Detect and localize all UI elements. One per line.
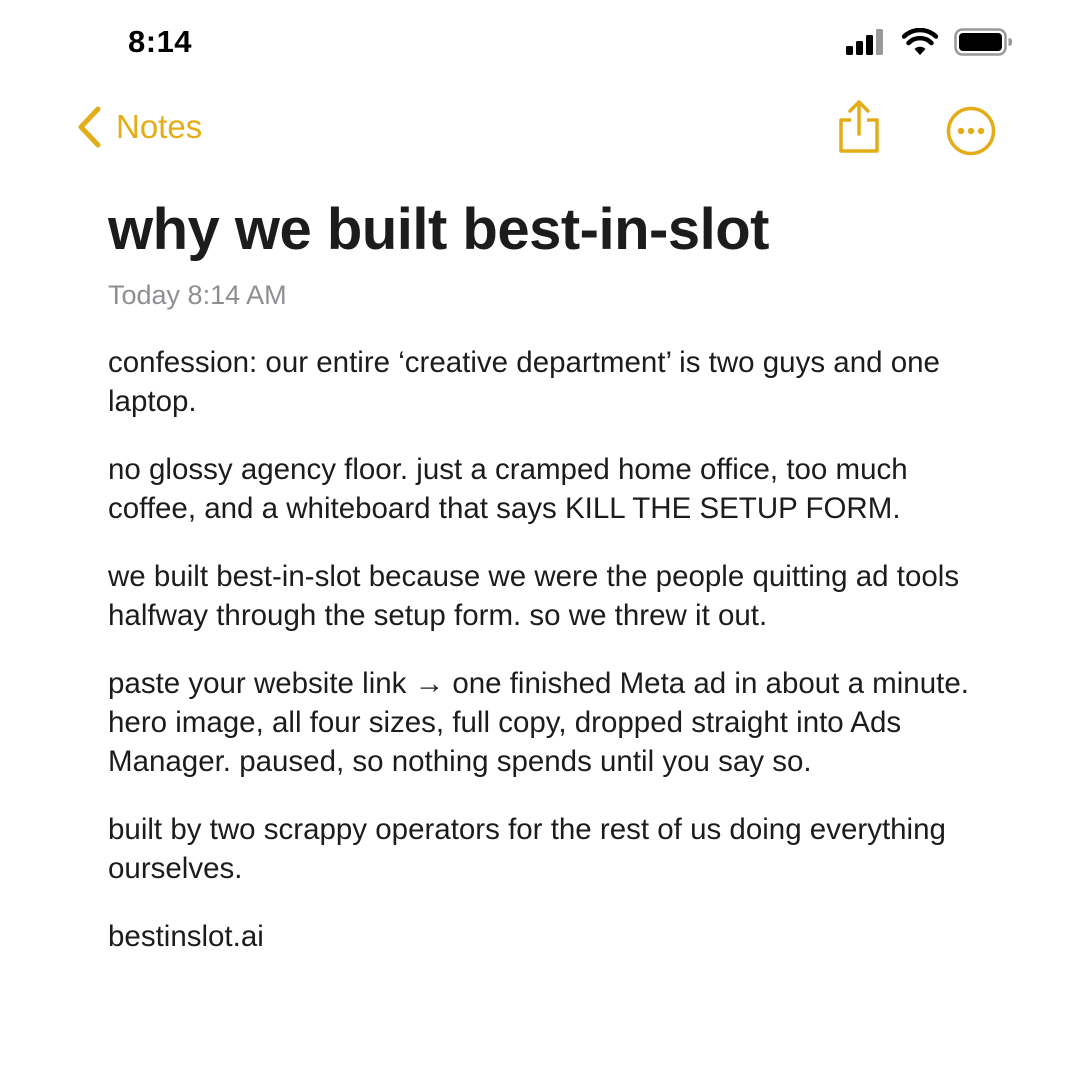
status-icons bbox=[846, 28, 1012, 56]
cellular-signal-icon bbox=[846, 29, 886, 55]
note-timestamp: Today 8:14 AM bbox=[108, 280, 287, 310]
note-body[interactable] bbox=[108, 343, 988, 985]
wifi-icon bbox=[902, 28, 938, 56]
chevron-left-icon bbox=[76, 106, 102, 148]
note-paragraph: confession: our entire ‘creative department’ is two guys and one laptop. bbox=[108, 346, 940, 418]
share-icon bbox=[836, 100, 882, 154]
back-button[interactable] bbox=[76, 106, 202, 148]
note-paragraph: built by two scrappy operators for the rest of us doing everything ourselves. bbox=[108, 813, 946, 885]
share-button[interactable] bbox=[836, 100, 882, 154]
note-paragraph: we built best-in-slot because we were the people quitting ad tools halfway through the setup form. so we threw it out. bbox=[108, 560, 960, 632]
note-paragraph: paste your website link → one finished Meta ad in about a minute. hero image, all four sizes, full copy, dropped straight into Ads Manager. paused, so nothing spends until you say so. bbox=[108, 667, 969, 778]
battery-icon bbox=[954, 28, 1012, 56]
more-button[interactable] bbox=[946, 106, 996, 156]
ellipsis-circle-icon bbox=[946, 106, 996, 156]
back-button-label: Notes bbox=[116, 108, 203, 145]
note-paragraph: no glossy agency floor. just a cramped home office, too much coffee, and a whiteboard that says KILL THE SETUP FORM. bbox=[108, 453, 908, 525]
status-time: 8:14 bbox=[128, 24, 193, 59]
note-title[interactable]: why we built best-in-slot bbox=[108, 197, 769, 262]
note-link-text: bestinslot.ai bbox=[108, 920, 264, 953]
